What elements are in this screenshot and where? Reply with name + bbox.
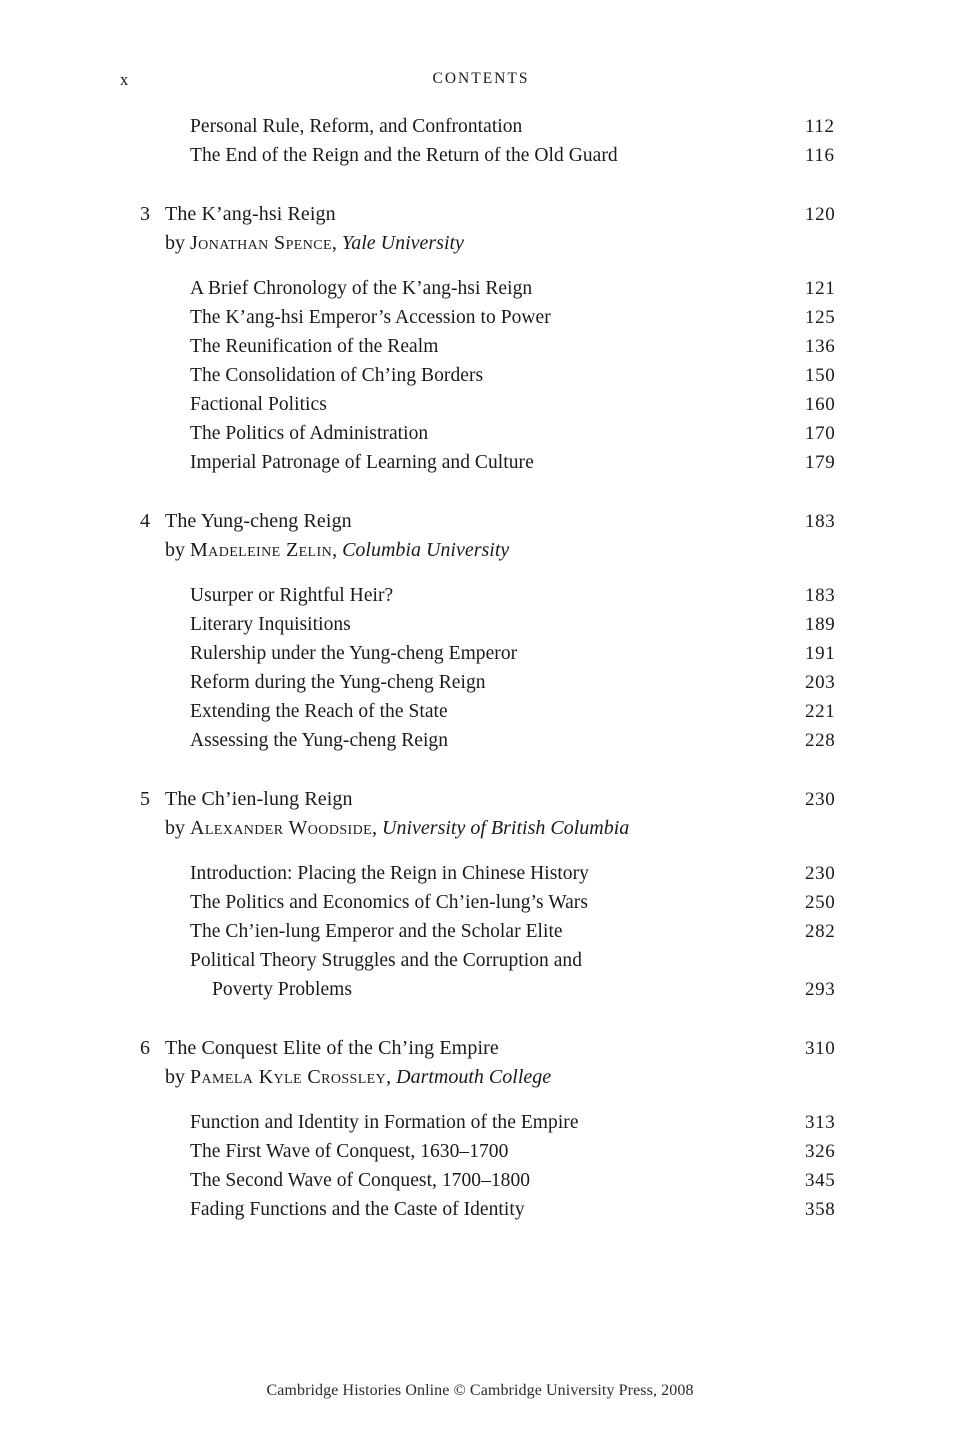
toc-entry-row[interactable]: [120, 581, 860, 610]
toc-entry-title: The Politics and Economics of Ch’ien-lung’s Wars: [190, 892, 588, 913]
chapter-number: 5: [140, 788, 150, 810]
chapter-author: Jonathan Spence: [190, 232, 332, 254]
toc-entry-title: The Second Wave of Conquest, 1700–1800: [190, 1170, 531, 1191]
toc-entry-page-number: 136: [805, 336, 836, 357]
running-head: [120, 70, 840, 94]
chapter-number: 6: [140, 1037, 150, 1059]
chapter-page-number: 230: [805, 789, 836, 810]
toc-entry-page-number: 170: [805, 423, 836, 444]
chapter-group: [120, 200, 860, 477]
chapter-page-number: 120: [805, 204, 836, 225]
toc-entry-row[interactable]: [120, 112, 860, 141]
toc-entry-title: The Politics of Administration: [190, 423, 429, 444]
toc-entry-title: Imperial Patronage of Learning and Culture: [190, 452, 534, 473]
toc-entry-row[interactable]: [120, 610, 860, 639]
chapter-byline-row: [120, 814, 860, 843]
toc-entry-row[interactable]: [120, 419, 860, 448]
chapter-title: The K’ang-hsi Reign: [165, 203, 336, 225]
chapter-group: [120, 507, 860, 755]
toc-entry-row[interactable]: [120, 274, 860, 303]
page-footer: Cambridge Histories Online © Cambridge University Press, 2008: [266, 1382, 694, 1399]
chapter-byline-row: [120, 229, 860, 258]
toc-entry-row[interactable]: [120, 1137, 860, 1166]
toc-entry-title: A Brief Chronology of the K’ang-hsi Reign: [190, 278, 533, 299]
toc-entry-title: Reform during the Yung-cheng Reign: [190, 672, 486, 693]
toc-entry-title: The First Wave of Conquest, 1630–1700: [190, 1141, 509, 1162]
toc-entry-page-number: 112: [805, 116, 835, 137]
chapter-title-row[interactable]: [120, 785, 860, 814]
toc-entry-title: Extending the Reach of the State: [190, 701, 448, 722]
toc-entry-row[interactable]: [120, 332, 860, 361]
toc-entry-page-number: 282: [805, 921, 836, 942]
toc-entry-page-number: 179: [805, 452, 836, 473]
byline-separator: ,: [386, 1066, 397, 1088]
toc-entry-page-number: 191: [805, 643, 836, 664]
chapter-author-affiliation: Yale University: [341, 232, 464, 254]
toc-entry-row[interactable]: [120, 668, 860, 697]
toc-entry-title: The Ch’ien-lung Emperor and the Scholar Elite: [190, 921, 563, 942]
toc-entry-row[interactable]: [120, 639, 860, 668]
toc-entry-title: Political Theory Struggles and the Corruption and Poverty Problems: [190, 946, 860, 1004]
toc-entry-title: Introduction: Placing the Reign in Chinese History: [190, 863, 589, 884]
chapter-byline: [165, 229, 464, 258]
chapter-title-row[interactable]: [120, 507, 860, 536]
byline-by-label: by: [165, 817, 190, 839]
toc-entry-title: Rulership under the Yung-cheng Emperor: [190, 643, 518, 664]
toc-entry-row[interactable]: [120, 1108, 860, 1137]
chapter-author-affiliation: University of British Columbia: [382, 817, 630, 839]
toc-entry-title-continuation: Poverty Problems: [212, 979, 353, 1000]
chapter-author-affiliation: Dartmouth College: [396, 1066, 552, 1088]
toc-entry-row[interactable]: [120, 917, 860, 946]
toc-entry-page-number: 326: [805, 1141, 836, 1162]
chapter-byline: [165, 536, 509, 565]
toc-entry-title: Literary Inquisitions: [190, 614, 351, 635]
chapter-number: 3: [140, 203, 150, 225]
toc-entry-title: Fading Functions and the Caste of Identity: [190, 1199, 525, 1220]
toc-entry-title: The Consolidation of Ch’ing Borders: [190, 365, 484, 386]
chapter-title: The Conquest Elite of the Ch’ing Empire: [165, 1037, 499, 1059]
toc-entry-row[interactable]: [120, 390, 860, 419]
toc-entry-page-number: 358: [805, 1199, 836, 1220]
toc-entry-row[interactable]: [120, 946, 860, 1004]
chapter-byline-row: [120, 1063, 860, 1092]
toc-entry-title: Factional Politics: [190, 394, 327, 415]
toc-entry-page-number: 345: [805, 1170, 836, 1191]
chapter-byline: [165, 814, 629, 843]
chapter-title-row[interactable]: [120, 200, 860, 229]
toc-entry-page-number: 228: [805, 730, 836, 751]
chapters-root: [120, 200, 860, 1224]
byline-by-label: by: [165, 1066, 190, 1088]
toc-entry-page-number: 230: [805, 863, 836, 884]
toc-entry-page-number: 125: [805, 307, 836, 328]
chapter-page-number: 310: [805, 1038, 836, 1059]
chapter-author: Pamela Kyle Crossley: [190, 1066, 387, 1088]
toc-entry-row[interactable]: [120, 726, 860, 755]
toc-entry-row[interactable]: [120, 303, 860, 332]
toc-entry-title: Personal Rule, Reform, and Confrontation: [190, 116, 523, 137]
chapter-entries: [120, 274, 860, 477]
toc-entry-row[interactable]: [120, 888, 860, 917]
toc-entry-page-number: 221: [805, 701, 836, 722]
toc-entry-title: The K’ang-hsi Emperor’s Accession to Power: [190, 307, 551, 328]
chapter-entries: [120, 859, 860, 1004]
chapter-title: The Ch’ien-lung Reign: [165, 788, 353, 810]
toc-entry-title: Assessing the Yung-cheng Reign: [190, 730, 449, 751]
toc-entry-row[interactable]: [120, 1195, 860, 1224]
toc-entry-page-number: 189: [805, 614, 836, 635]
continued-entries-group: [120, 112, 860, 170]
toc-entry-page-number: 150: [805, 365, 836, 386]
chapter-title-row[interactable]: [120, 1034, 860, 1063]
byline-separator: ,: [332, 539, 343, 561]
toc-entry-page-number: 250: [805, 892, 836, 913]
chapter-entries: [120, 581, 860, 755]
toc-entry-title: The End of the Reign and the Return of the Old Guard: [190, 145, 618, 166]
toc-entry-page-number: 183: [805, 585, 836, 606]
chapter-author-affiliation: Columbia University: [342, 539, 510, 561]
chapter-entries: [120, 1108, 860, 1224]
toc-entry-title: Usurper or Rightful Heir?: [190, 585, 394, 606]
chapter-byline: [165, 1063, 551, 1092]
toc-entry-row[interactable]: [120, 141, 860, 170]
chapter-title: The Yung-cheng Reign: [165, 510, 352, 532]
toc-entry-row[interactable]: [120, 1166, 860, 1195]
toc-entry-page-number: 203: [805, 672, 836, 693]
chapter-group: [120, 785, 860, 1004]
page-folio: x: [120, 70, 129, 89]
byline-separator: ,: [331, 232, 342, 254]
toc-entry-page-number: 293: [805, 979, 836, 1000]
toc-entry-page-number: 160: [805, 394, 836, 415]
toc-entry-page-number: 116: [805, 145, 835, 166]
toc-entry-row[interactable]: [120, 361, 860, 390]
chapter-author: Madeleine Zelin: [190, 539, 333, 561]
toc-entry-page-number: 313: [805, 1112, 836, 1133]
toc-entry-title: The Reunification of the Realm: [190, 336, 439, 357]
byline-by-label: by: [165, 232, 190, 254]
chapter-byline-row: [120, 536, 860, 565]
byline-by-label: by: [165, 539, 190, 561]
table-of-contents: [120, 112, 860, 1224]
chapter-group: [120, 1034, 860, 1224]
toc-entry-row[interactable]: [120, 448, 860, 477]
toc-entry-row[interactable]: [120, 697, 860, 726]
running-head-title: CONTENTS: [432, 70, 530, 87]
chapter-page-number: 183: [805, 511, 836, 532]
toc-entry-row[interactable]: [120, 859, 860, 888]
chapter-number: 4: [140, 510, 150, 532]
byline-separator: ,: [372, 817, 383, 839]
chapter-author: Alexander Woodside: [190, 817, 373, 839]
toc-entry-page-number: 121: [805, 278, 836, 299]
toc-entry-title: Function and Identity in Formation of the Empire: [190, 1112, 579, 1133]
